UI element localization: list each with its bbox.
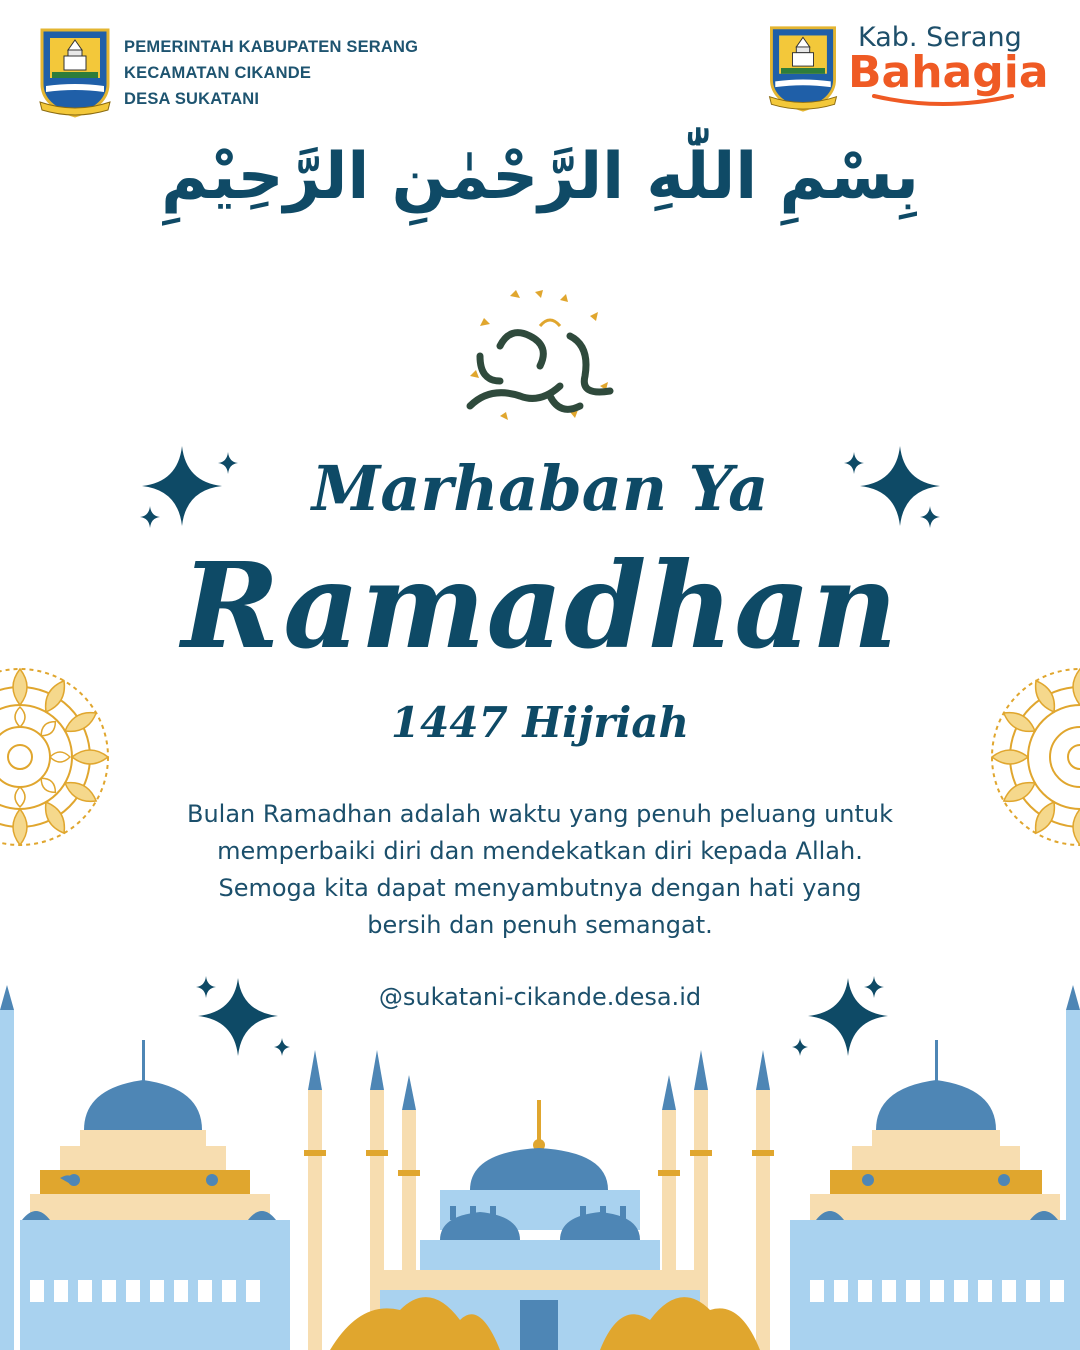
brand-main-text: Bahagia bbox=[848, 47, 1049, 98]
brand-top-text: Kab. Serang bbox=[858, 22, 1022, 53]
title-marhaban: Marhaban Ya bbox=[311, 452, 769, 525]
district-emblem-icon bbox=[766, 24, 840, 112]
message-line: memperbaiki diri dan mendekatkan diri kepada Allah. bbox=[217, 837, 863, 865]
ramadan-mubarak-calligraphy-icon bbox=[440, 286, 640, 436]
mandala-ornament-icon bbox=[0, 662, 115, 852]
header-line-district: KECAMATAN CIKANDE bbox=[124, 64, 312, 82]
header-line-village: DESA SUKATANI bbox=[124, 90, 260, 108]
header-line-regency: PEMERINTAH KABUPATEN SERANG bbox=[124, 38, 419, 56]
message-line: Semoga kita dapat menyambutnya dengan hati yang bbox=[218, 874, 862, 902]
brand-logo bbox=[848, 22, 1058, 114]
ramadhan-message bbox=[100, 796, 980, 944]
district-emblem-icon bbox=[38, 26, 112, 118]
message-line: bersih dan penuh semangat. bbox=[367, 911, 713, 939]
message-line: Bulan Ramadhan adalah waktu yang penuh peluang untuk bbox=[186, 800, 894, 828]
mandala-ornament-icon bbox=[985, 662, 1080, 852]
government-header bbox=[124, 34, 418, 112]
smile-underline-icon bbox=[868, 92, 1018, 110]
title-hijriah-year: 1447 Hijriah bbox=[390, 698, 690, 747]
mosque-illustration bbox=[0, 980, 1080, 1350]
title-ramadhan: Ramadhan bbox=[181, 536, 899, 675]
basmalah-calligraphy: بِسْمِ اللّٰهِ الرَّحْمٰنِ الرَّحِيْمِ bbox=[161, 140, 919, 214]
website-handle: @sukatani-cikande.desa.id bbox=[378, 983, 702, 1011]
